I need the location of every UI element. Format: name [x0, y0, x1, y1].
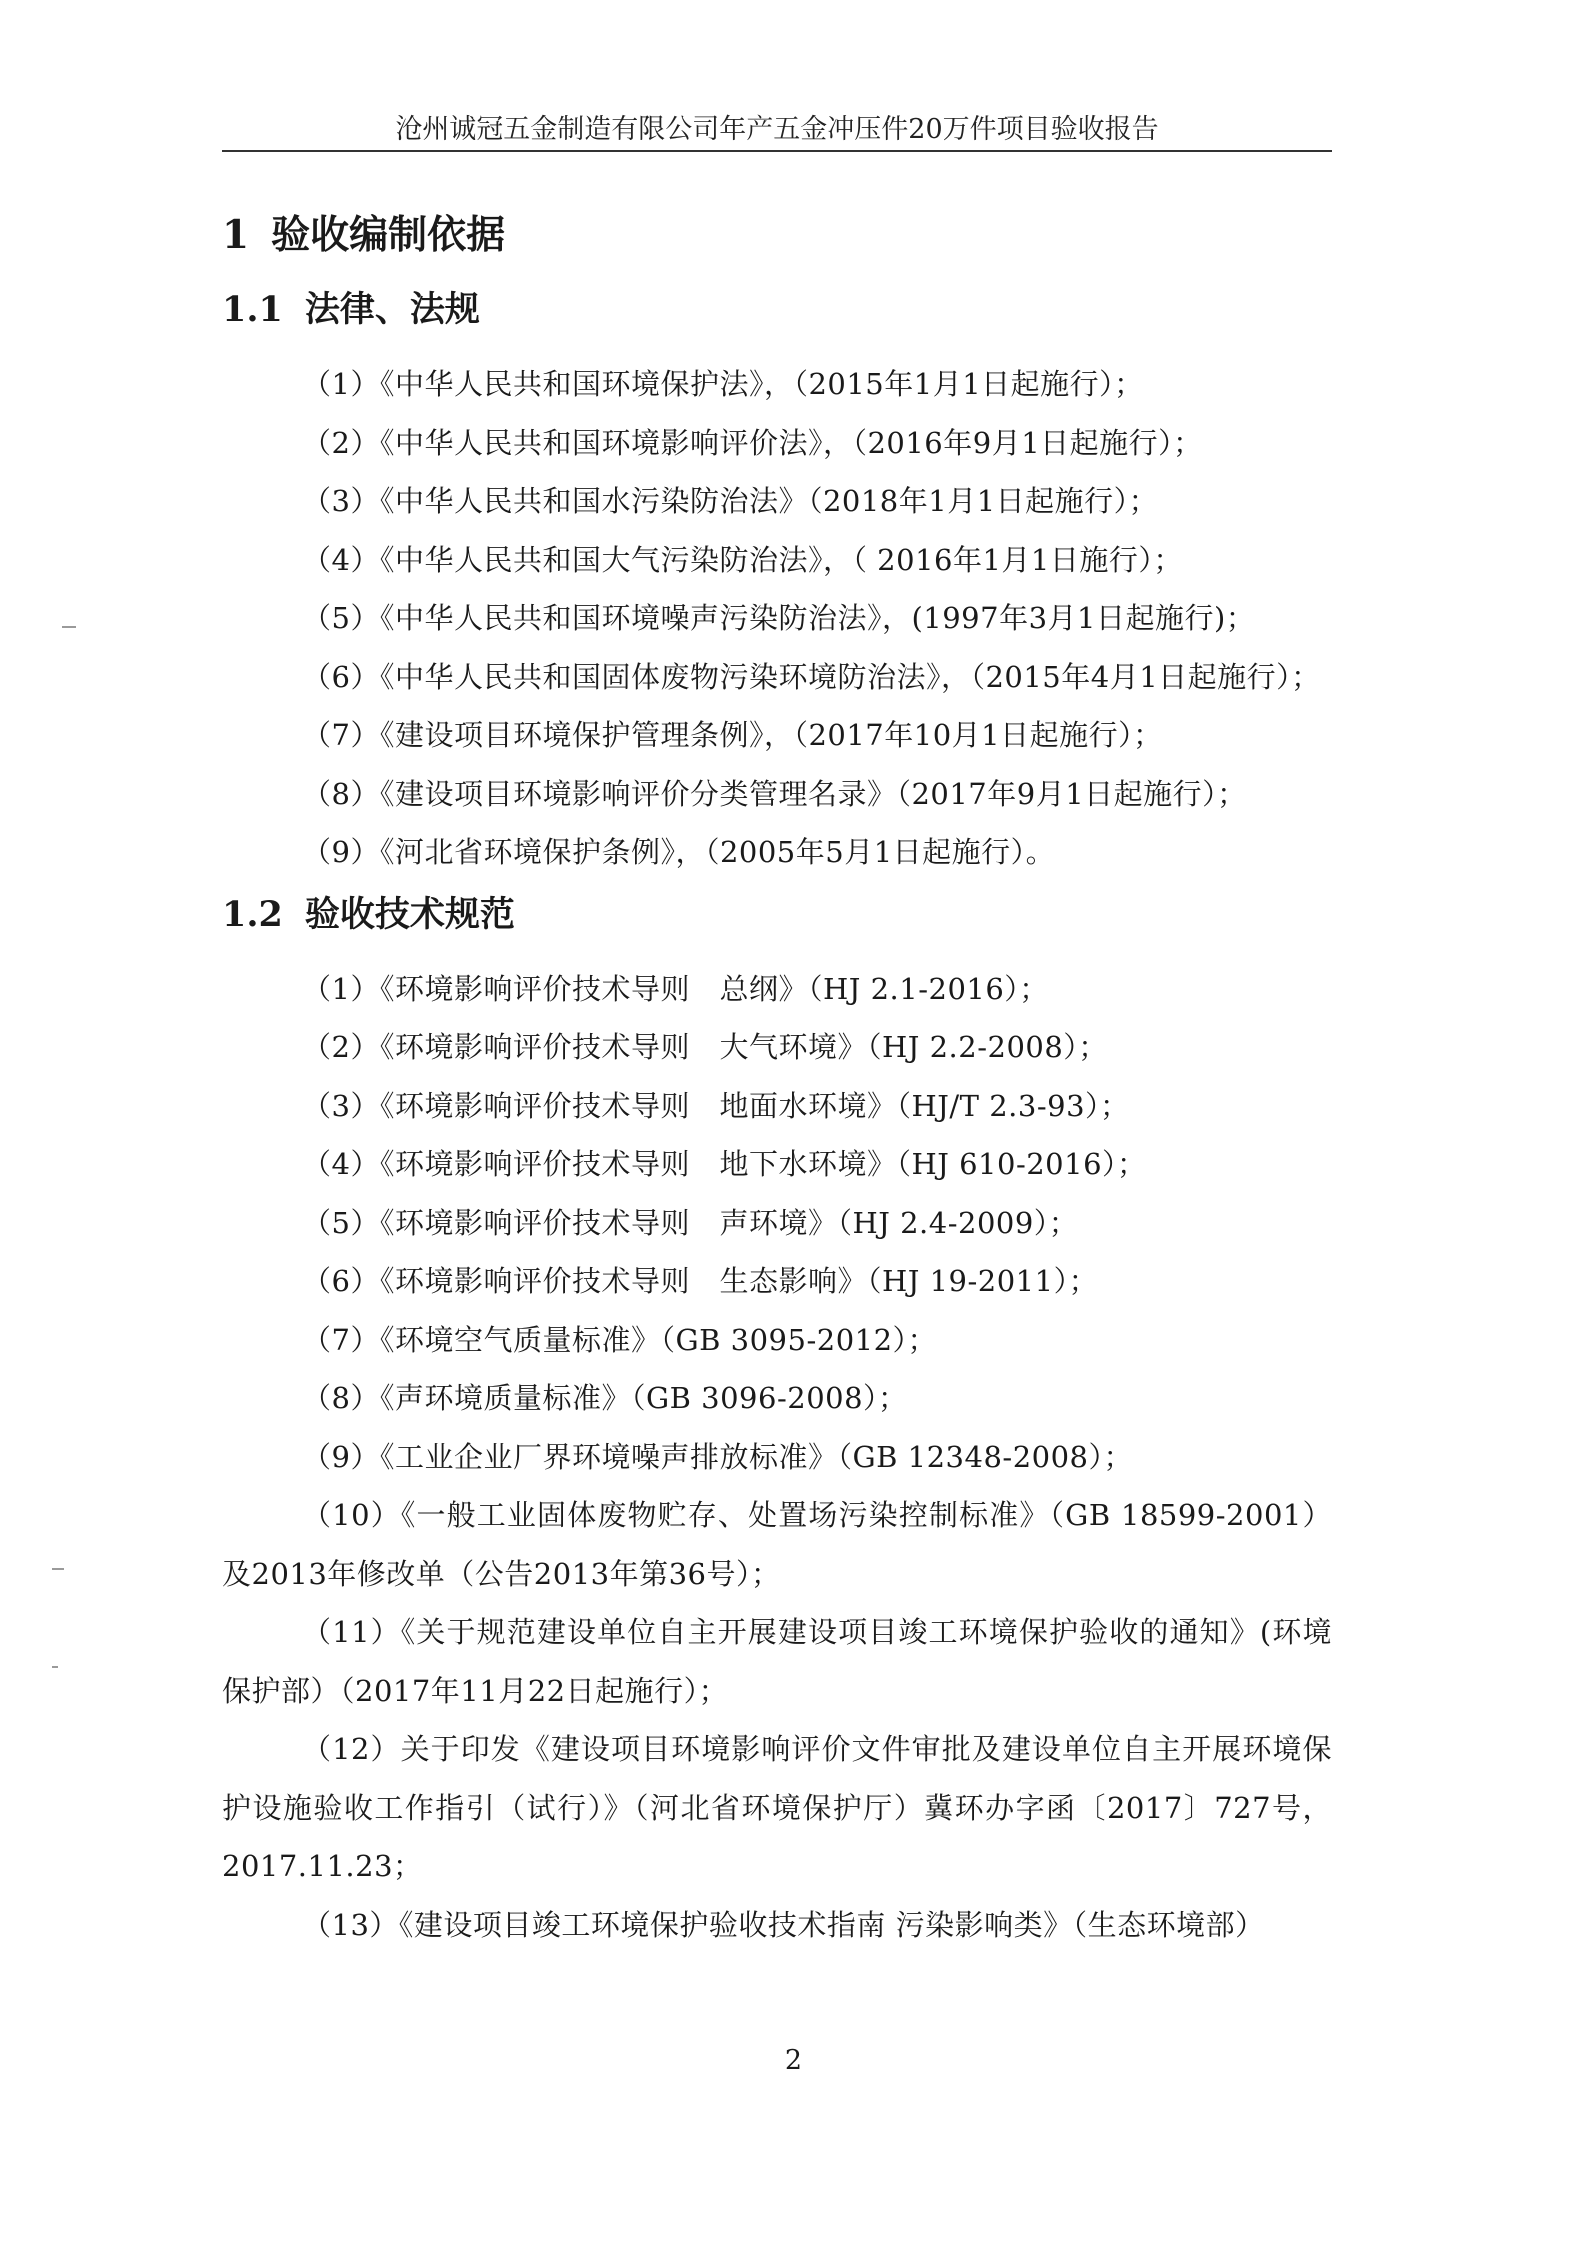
running-header: 沧州诚冠五金制造有限公司年产五金冲压件20万件项目验收报告	[395, 114, 1159, 145]
page-number: 2	[784, 2045, 803, 2076]
list-item: （8）《声环境质量标准》（GB 3096-2008）；	[302, 1381, 908, 1415]
section-title: 验收技术规范	[304, 893, 515, 935]
scan-speck	[62, 626, 76, 628]
list-item: （6）《中华人民共和国固体废物污染环境防治法》，（2015年4月1日起施行）；	[302, 659, 1321, 694]
page-content	[222, 205, 1332, 1954]
list-item: （9）《工业企业厂界环境噪声排放标准》（GB 12348-2008）；	[302, 1439, 1134, 1474]
list-item: （1）《中华人民共和国环境保护法》，（2015年1月1日起施行）；	[302, 367, 1144, 401]
chapter-number: 1	[222, 212, 250, 258]
section-heading-1-1	[222, 281, 1332, 355]
list-item: （11）《关于规范建设单位自主开展建设项目竣工环境保护验收的通知》(环境保护部）（2017年11月22日起施行）；	[222, 1615, 1332, 1708]
list-item: （8）《建设项目环境影响评价分类管理名录》（2017年9月1日起施行）；	[302, 776, 1247, 811]
header-rule	[222, 150, 1332, 152]
list-item: （1）《环境影响评价技术导则 总纲》（HJ 2.1-2016）；	[302, 971, 1049, 1006]
section-heading-1-2	[222, 886, 1332, 960]
list-item: （9）《河北省环境保护条例》，（2005年5月1日起施行）。	[302, 835, 1056, 869]
list-item: （13）《建设项目竣工环境保护验收技术指南 污染影响类》（生态环境部）	[302, 1907, 1265, 1942]
list-item: （3）《环境影响评价技术导则 地面水环境》（HJ/T 2.3-93）；	[302, 1088, 1130, 1123]
laws-regulations-list	[222, 355, 1332, 882]
list-item: （12）关于印发《建设项目环境影响评价文件审批及建设单位自主开展环境保护设施验收工作指引（试行）》（河北省环境保护厅）冀环办字函〔2017〕727号，2017.11.23；	[222, 1732, 1333, 1883]
scan-speck	[52, 1666, 58, 1668]
list-item: （2）《中华人民共和国环境影响评价法》，（2016年9月1日起施行）；	[302, 425, 1203, 460]
section-title: 法律、法规	[304, 289, 480, 330]
scan-speck	[52, 1568, 64, 1570]
section-number: 1.1	[222, 289, 283, 330]
chapter-title: 验收编制依据	[271, 212, 506, 258]
list-item: （7）《建设项目环境保护管理条例》，（2017年10月1日起施行）；	[302, 718, 1163, 752]
list-item: （7）《环境空气质量标准》（GB 3095-2012）；	[302, 1322, 938, 1357]
list-item: （3）《中华人民共和国水污染防治法》（2018年1月1日起施行）；	[302, 484, 1159, 518]
list-item: （5）《环境影响评价技术导则 声环境》（HJ 2.4-2009）；	[302, 1205, 1079, 1240]
chapter-heading	[222, 205, 1332, 281]
list-item: （4）《环境影响评价技术导则 地下水环境》（HJ 610-2016）；	[302, 1147, 1147, 1181]
list-item: （2）《环境影响评价技术导则 大气环境》（HJ 2.2-2008）；	[302, 1030, 1108, 1064]
list-item: （5）《中华人民共和国环境噪声污染防治法》，(1997年3月1日起施行)；	[302, 601, 1256, 635]
list-item: （4）《中华人民共和国大气污染防治法》，（ 2016年1月1日施行）；	[302, 542, 1183, 577]
list-item: （10）《一般工业固体废物贮存、处置场污染控制标准》（GB 18599-2001）及2013年修改单（公告2013年第36号）；	[222, 1498, 1332, 1591]
list-item: （6）《环境影响评价技术导则 生态影响》（HJ 19-2011）；	[302, 1264, 1099, 1298]
technical-specs-list	[222, 960, 1332, 1955]
section-number: 1.2	[222, 893, 283, 935]
